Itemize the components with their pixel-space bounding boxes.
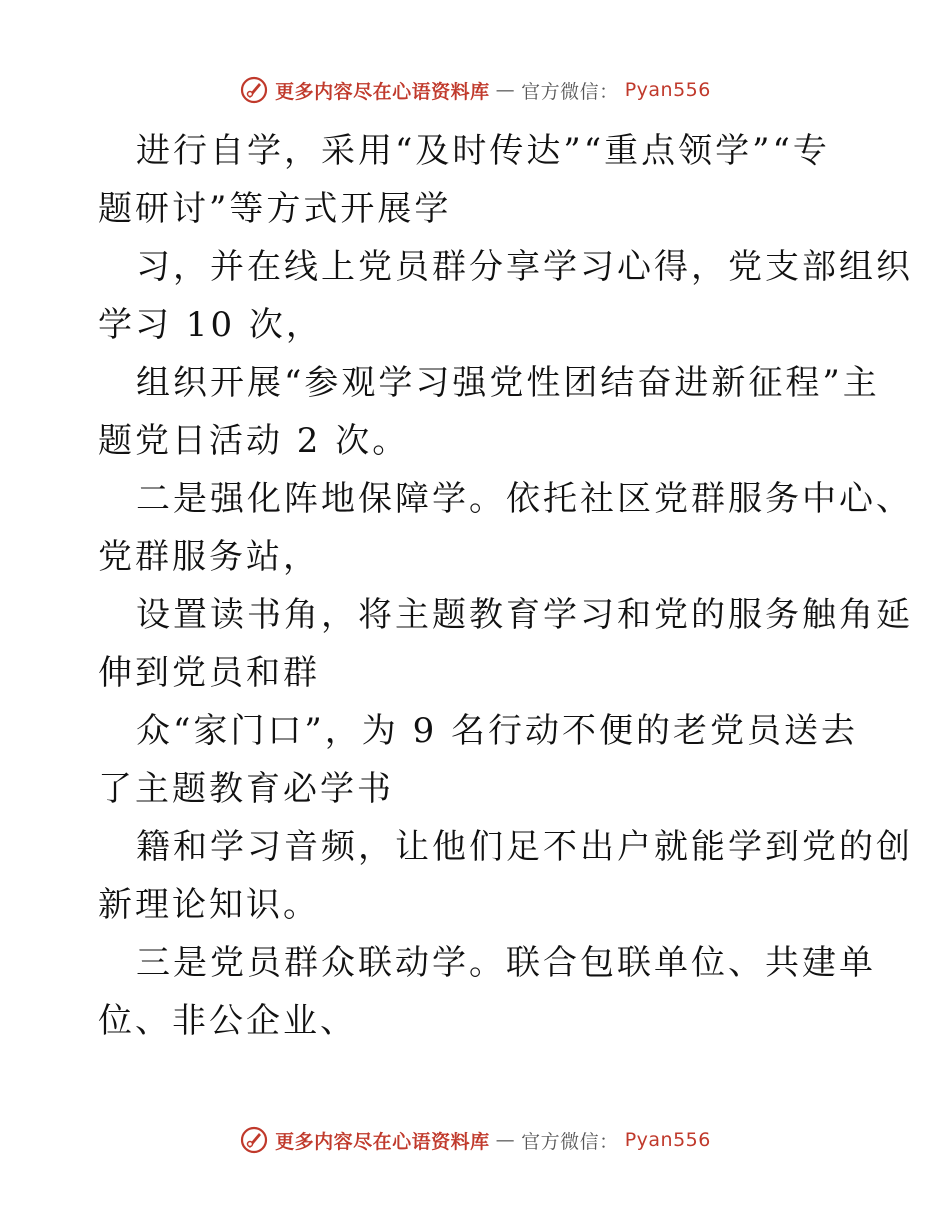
text-line: 位、非公企业、 <box>98 1001 357 1041</box>
document-body <box>98 122 913 1050</box>
text-line: 党群服务站， <box>98 537 320 577</box>
text-line: 伸到党员和群 <box>98 653 320 693</box>
quill-circle-logo-icon <box>239 75 269 105</box>
footer-banner <box>0 1120 950 1160</box>
banner-wechat-label: 官方微信： <box>521 80 619 103</box>
text-line: 题党日活动 2 次。 <box>98 421 410 461</box>
text-line: 二是强化阵地保障学。依托社区党群服务中心、 <box>136 479 913 519</box>
header-banner <box>0 70 950 110</box>
text-line: 进行自学，采用“及时传达”“重点领学”“专 <box>136 131 830 171</box>
banner-dash: — <box>495 1129 516 1151</box>
banner-wechat-label: 官方微信： <box>521 1130 619 1153</box>
text-line: 了主题教育必学书 <box>98 769 394 809</box>
banner-site-text: 更多内容尽在心语资料库 <box>275 1130 490 1153</box>
quill-circle-logo-icon <box>239 1125 269 1155</box>
text-line: 众“家门口”，为 9 名行动不便的老党员送去 <box>136 711 859 751</box>
banner-wechat-id: Pyan556 <box>624 1129 711 1151</box>
text-line: 三是党员群众联动学。联合包联单位、共建单 <box>136 943 876 983</box>
text-line: 习，并在线上党员群分享学习心得，党支部组织 <box>136 247 913 287</box>
text-line: 新理论知识。 <box>98 885 320 925</box>
text-line: 籍和学习音频，让他们足不出户就能学到党的创 <box>136 827 913 867</box>
banner-dash: — <box>495 79 516 101</box>
paragraph-1 <box>98 122 913 1050</box>
banner-wechat-id: Pyan556 <box>624 79 711 101</box>
text-line: 设置读书角，将主题教育学习和党的服务触角延 <box>136 595 913 635</box>
banner-site-text: 更多内容尽在心语资料库 <box>275 80 490 103</box>
text-line: 组织开展“参观学习强党性团结奋进新征程”主 <box>136 363 880 403</box>
text-line: 学习 10 次， <box>98 305 323 345</box>
text-line: 题研讨”等方式开展学 <box>98 189 452 229</box>
